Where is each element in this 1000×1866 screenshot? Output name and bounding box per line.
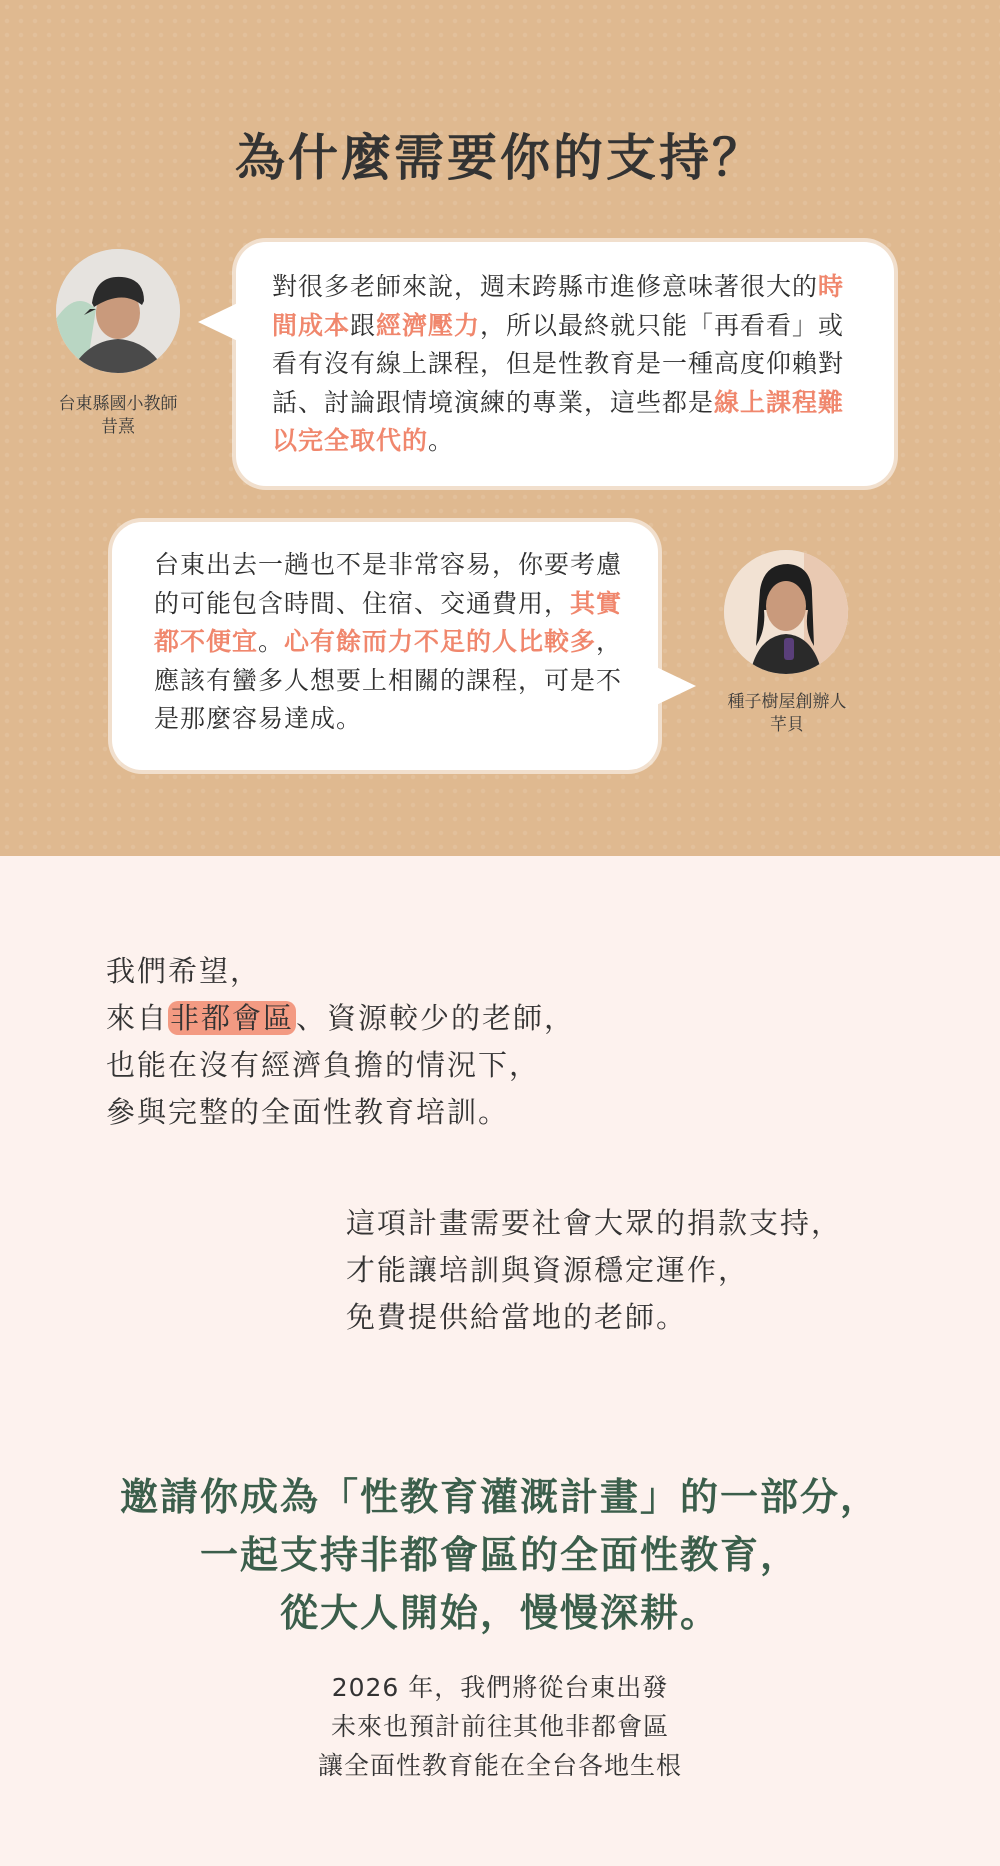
invite-line-3: 從大人開始，慢慢深耕。	[279, 1591, 720, 1635]
founder-name: 芊貝	[770, 715, 804, 735]
quote-1-highlight-online: 線上課程難以完全取代的	[272, 387, 845, 455]
hope-line-4: 參與完整的全面性教育培訓。	[106, 1095, 510, 1129]
teacher-caption	[40, 393, 196, 439]
hope-line-2-pre: 來自	[106, 1001, 169, 1035]
support-line-3: 免費提供給當地的老師。	[346, 1300, 688, 1334]
closing-line-1: 2026 年，我們將從台東出發	[331, 1673, 669, 1702]
closing-line-3: 讓全面性教育能在全台各地生根	[317, 1751, 682, 1780]
quote-2-text-c: ，應該有蠻多人想要上相關的課程，可是不是那麼容易達成。	[154, 627, 623, 733]
closing-line-2: 未來也預計前往其他非都會區	[330, 1712, 669, 1741]
closing-note	[0, 1668, 1000, 1785]
quote-1-text	[272, 268, 864, 461]
quote-1-highlight-economic-pressure: 經濟壓力	[376, 310, 481, 340]
teacher-name: 昔熹	[101, 417, 135, 437]
non-metro-highlight: 非都會區	[170, 1001, 295, 1035]
teacher-role: 台東縣國小教師	[58, 394, 178, 414]
quote-1-text-b: 跟	[350, 310, 377, 340]
quote-2-text-b: 。	[258, 627, 285, 656]
support-line-2: 才能讓培訓與資源穩定運作，	[346, 1253, 750, 1287]
hope-line-3: 也能在沒有經濟負擔的情況下，	[106, 1048, 541, 1082]
quote-1-text-c: ，所以最終就只能「再看看」或看有沒有線上課程，但是性教育是一種高度仰賴對話、討論跟情境演練的專業，這些都是	[272, 310, 845, 417]
support-line-1: 這項計畫需要社會大眾的捐款支持，	[346, 1206, 843, 1240]
hope-line-1: 我們希望，	[106, 954, 262, 988]
bubble2-tail	[650, 664, 696, 710]
quote-2-text	[154, 546, 628, 739]
quote-1-highlight-time-cost: 時間成本	[272, 272, 845, 340]
quote-2-text-a: 台東出去一趟也不是非常容易，你要考慮的可能包含時間、住宿、交通費用，	[154, 550, 623, 618]
support-paragraph	[346, 1200, 966, 1341]
founder-role: 種子樹屋創辦人	[727, 692, 847, 712]
quote-2-highlight-not-cheap: 其實都不便宜	[154, 588, 623, 656]
invite-line-1: 邀請你成為「性教育灌溉計畫」的一部分，	[119, 1475, 880, 1519]
founder-caption	[702, 691, 872, 737]
hope-line-2-post: 、資源較少的老師，	[296, 1001, 576, 1035]
founder-avatar	[724, 550, 848, 674]
hope-line-2	[106, 995, 746, 1042]
quote-1-text-a: 對很多老師來說，週末跨縣市進修意味著很大的	[272, 272, 819, 301]
teacher-avatar	[56, 249, 180, 373]
section-title: 為什麼需要你的支持？	[235, 129, 765, 187]
invitation-heading	[0, 1468, 1000, 1642]
quote-2-highlight-willing: 心有餘而力不足的人比較多	[284, 627, 597, 656]
quote-1-text-d: 。	[428, 426, 455, 455]
invite-line-2: 一起支持非都會區的全面性教育，	[199, 1533, 800, 1577]
hope-paragraph	[106, 948, 746, 1136]
